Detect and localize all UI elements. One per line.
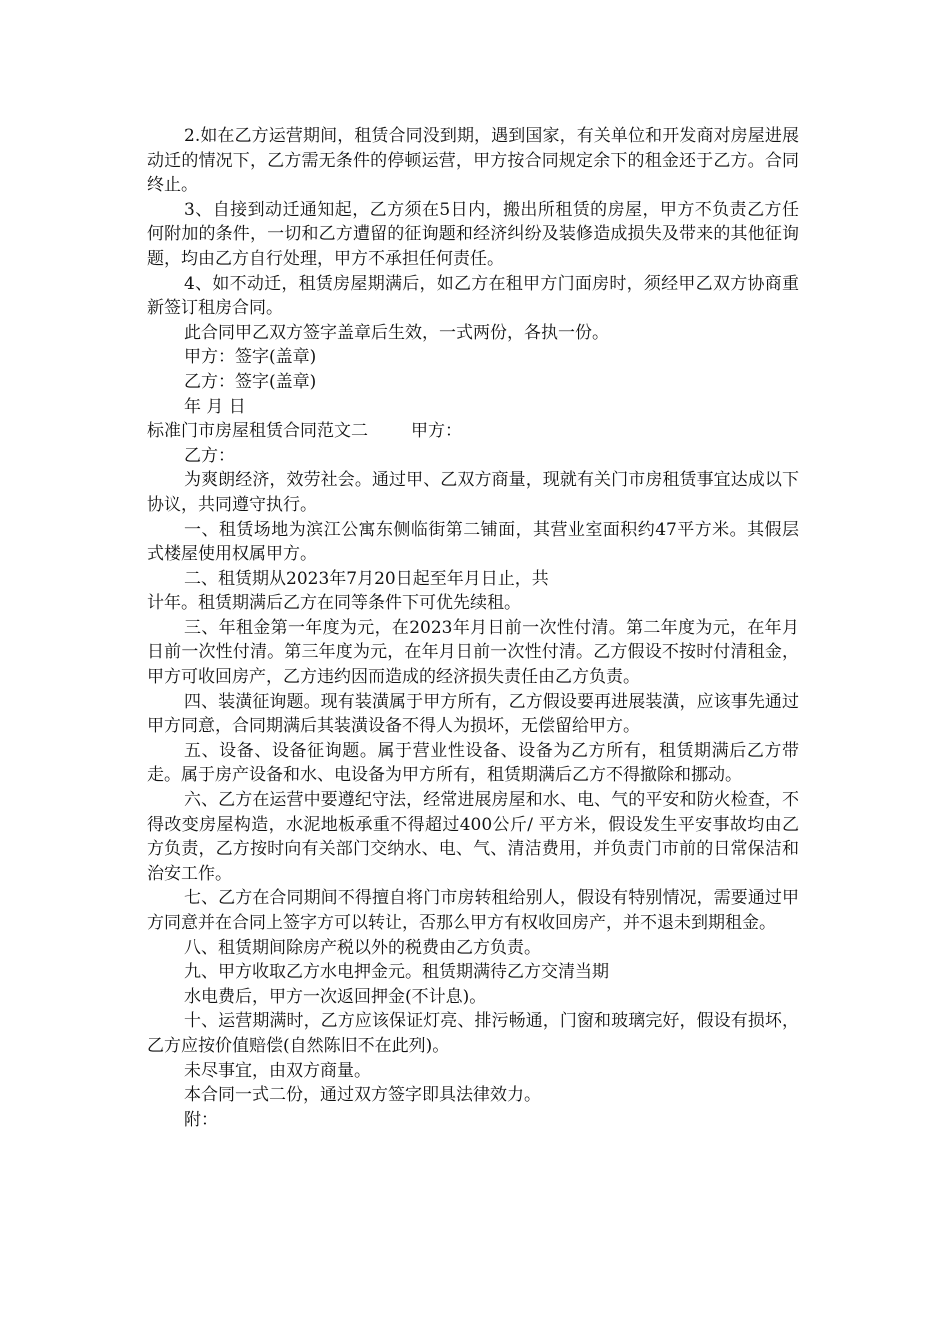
article-2-term: 二、租赁期从2023年7月20日起至年月日止，共 [184, 568, 549, 589]
clause-relocation-notice: 3、自接到动迁通知起，乙方须在5日内，搬出所租赁的房屋，甲方不负责乙方任何附加的条件，一切和乙方遭留的征询题和经济纠纷及装修造成损失及带来的其他征询题，均由乙方自行处理，甲方不承担任何责任。 [147, 199, 799, 269]
clause-relocation-termination: 2.如在乙方运营期间，租赁合同没到期，遇到国家，有关单位和开发商对房屋进展动迁的情况下，乙方需无条件的停顿运营，甲方按合同规定余下的租金还于乙方。合同终止。 [147, 126, 799, 196]
section-title-line [147, 419, 799, 444]
article-8-taxes: 八、租赁期间除房产税以外的税费由乙方负责。 [184, 937, 541, 958]
article-3-rent: 三、年租金第一年度为元，在2023年月日前一次性付清。第二年度为元，在年月日前一次性付清。第三年度为元，在年月日前一次性付清。乙方假设不按时付清租金，甲方可收回房产，乙方违约因而造成的经济损失责任由乙方负责。 [147, 617, 799, 688]
copies-clause: 本合同一式二份，通过双方签字即具法律效力。 [184, 1085, 541, 1106]
article-5-equipment: 五、设备、设备征询题。属于营业性设备、设备为乙方所有，租赁期满后乙方带走。属于房产设备和水、电设备为甲方所有，租赁期满后乙方不得撤除和挪动。 [147, 740, 799, 786]
article-9-deposit-continued: 水电费后，甲方一次返回押金(不计息)。 [184, 986, 487, 1007]
party-a-signature-line: 甲方：签字(盖章) [184, 347, 317, 368]
effective-clause: 此合同甲乙双方签字盖章后生效，一式两份，各执一份。 [184, 322, 609, 343]
section-title: 标准门市房屋租赁合同范文二 [147, 421, 368, 442]
article-9-deposit: 九、甲方收取乙方水电押金元。租赁期满待乙方交清当期 [184, 962, 609, 983]
article-7-sublease: 七、乙方在合同期间不得擅自将门市房转租给别人，假设有特别情况，需要通过甲方同意并在合同上签字方可以转让，否那么甲方有权收回房产，并不退未到期租金。 [147, 888, 799, 933]
article-4-decoration: 四、装潢征询题。现有装潢属于甲方所有，乙方假设要再进展装潢，应该事先通过甲方同意，合同期满后其装潢设备不得人为损坏，无偿留给甲方。 [147, 691, 799, 737]
article-2-term-continued: 计年。租赁期满后乙方在同等条件下可优先续租。 [147, 593, 521, 614]
document-body [147, 124, 799, 1132]
preamble: 为爽朗经济，效劳社会。通过甲、乙双方商量，现就有关门市房租赁事宜达成以下协议，共同遵守执行。 [147, 470, 799, 515]
party-b-line: 乙方： [184, 445, 235, 466]
article-1-premises: 一、租赁场地为滨江公寓东侧临街第二铺面，其营业室面积约47平方米。其假层式楼屋使用权属甲方。 [147, 519, 799, 565]
title-spacer [368, 419, 411, 444]
date-line: 年 月 日 [184, 396, 246, 417]
clause-no-relocation-renewal: 4、如不动迁，租赁房屋期满后，如乙方在租甲方门面房时，须经甲乙双方协商重新签订租房合同。 [147, 273, 799, 319]
party-b-signature-line: 乙方：签字(盖章) [184, 371, 317, 392]
article-10-return: 十、运营期满时，乙方应该保证灯亮、排污畅通，门窗和玻璃完好，假设有损坏，乙方应按价值赔偿(自然陈旧不在此列)。 [147, 1011, 799, 1056]
title-party-a: 甲方： [411, 421, 462, 442]
unresolved-matters: 未尽事宜，由双方商量。 [184, 1060, 371, 1081]
article-6-safety: 六、乙方在运营中要遵纪守法，经常进展房屋和水、电、气的平安和防火检查，不得改变房屋构造，水泥地板承重不得超过400公斤/ 平方米，假设发生平安事故均由乙方负责，乙方按时向有关部门交纳水、电、气、清洁费用，并负责门市前的日常保洁和治安工作。 [147, 790, 799, 884]
appendix-label: 附： [184, 1109, 218, 1130]
